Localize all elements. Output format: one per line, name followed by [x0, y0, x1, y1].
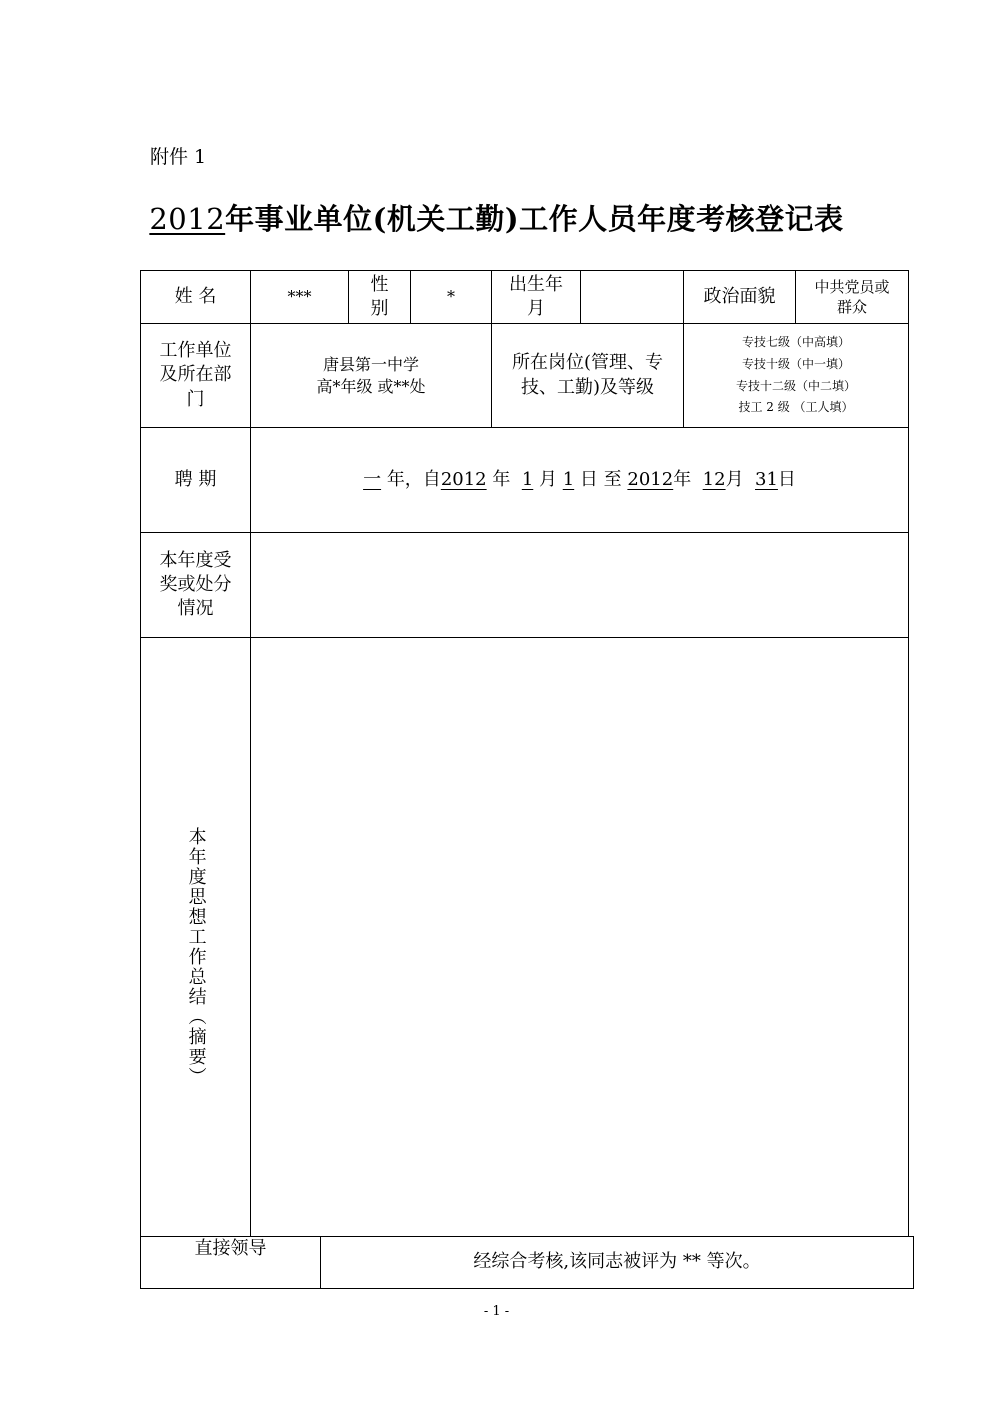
- name-label: 姓 名: [174, 285, 217, 307]
- leader-label: 直接领导: [194, 1238, 267, 1259]
- term-start-month: 1: [521, 468, 534, 490]
- grade-item: 专技十二级（中二填）: [735, 378, 856, 393]
- title-year: 2012: [149, 202, 226, 236]
- summary-label-cell: [141, 638, 250, 1236]
- term-end-day: 31: [755, 468, 778, 490]
- post-label: 所在岗位(管理、专技、工勤)及等级: [511, 352, 664, 398]
- grade-item: 专技七级（中高填）: [741, 335, 850, 350]
- unit-label: 工作单位及所在部门: [159, 340, 232, 410]
- unit-value[interactable]: [251, 324, 491, 427]
- birth-value[interactable]: [581, 271, 683, 323]
- political-label: 政治面貌: [703, 285, 776, 307]
- term-text: 年，自: [386, 468, 441, 490]
- gender-label: 性别: [370, 273, 389, 319]
- grade-item: 专技十级（中一填）: [741, 356, 850, 371]
- term-value[interactable]: [251, 428, 908, 532]
- term-start-day: 1: [562, 468, 575, 490]
- awards-label: 本年度受奖或处分情况: [159, 549, 232, 620]
- term-start-year: 2012: [440, 468, 487, 490]
- term-text: 年: [673, 468, 692, 490]
- birth-label: 出生年月: [509, 273, 563, 319]
- title-text: 年事业单位(机关工勤)工作人员年度考核登记表: [225, 202, 844, 236]
- unit-line-1: 唐县第一中学: [322, 354, 419, 374]
- term-end-month: 12: [702, 468, 726, 490]
- awards-value[interactable]: [251, 533, 908, 637]
- term-end-year: 2012: [627, 468, 674, 490]
- leader-value[interactable]: 经综合考核,该同志被评为 ** 等次。: [473, 1251, 761, 1273]
- summary-label: 本年度思想工作总结（摘要）: [185, 827, 207, 1087]
- page-number: - 1 -: [483, 1304, 510, 1319]
- name-value[interactable]: ***: [287, 287, 312, 307]
- term-text: 日 至: [579, 468, 622, 490]
- term-text: 月: [725, 468, 744, 490]
- grade-list[interactable]: [684, 324, 908, 427]
- form-border-bottom: [140, 1288, 914, 1289]
- grade-item: 技工 2 级 （工人填）: [738, 400, 854, 415]
- unit-line-2: 高*年级 或**处: [316, 376, 426, 396]
- term-text: 月: [539, 468, 557, 490]
- term-text: 日: [777, 468, 796, 490]
- term-label: 聘 期: [174, 468, 217, 490]
- political-value[interactable]: 中共党员或群众: [814, 277, 890, 316]
- form-border-right: [908, 270, 909, 1236]
- form-border-right: [913, 1236, 914, 1289]
- term-years: 一: [363, 468, 382, 490]
- term-text: 年: [492, 468, 511, 490]
- summary-value[interactable]: [251, 638, 908, 1236]
- gender-value[interactable]: *: [447, 287, 455, 307]
- attachment-label: 附件 1: [150, 146, 207, 168]
